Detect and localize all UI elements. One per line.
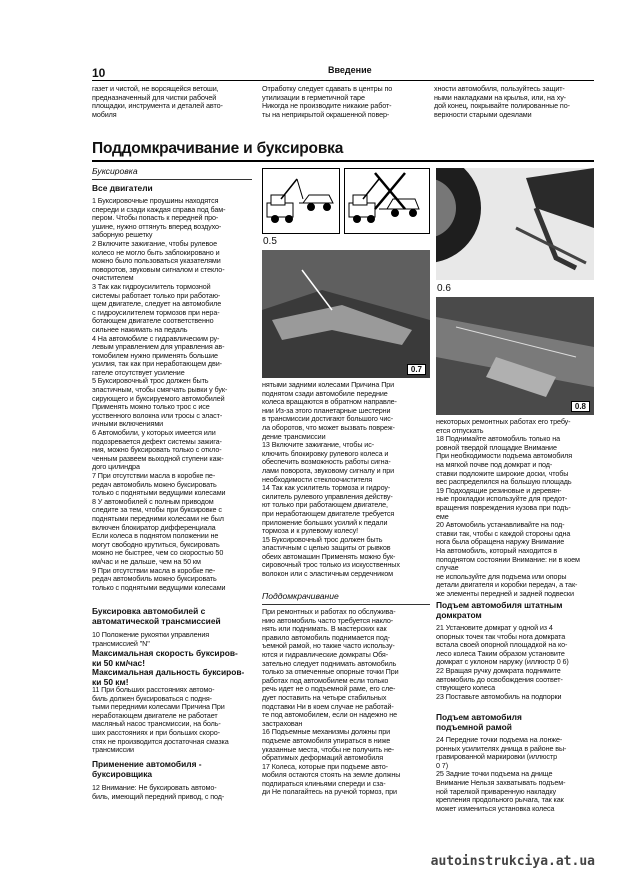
watermark-url: autoinstrukciya.at.ua bbox=[430, 854, 595, 869]
section-rule bbox=[92, 160, 594, 162]
auto-trans-heading: Буксировка автомобилей с автоматической трансмиссией bbox=[92, 606, 221, 626]
top-text-col3: хности автомобиля, пользуйтесь защит- ными накладками на крылья, или, на ху- дой конец, покрывайте полированные по- верхности старыми одеялами bbox=[434, 84, 570, 119]
subsection-rule-2 bbox=[262, 604, 430, 605]
all-engines-heading: Все двигатели bbox=[92, 183, 153, 193]
para-12: 12 Внимание: Не буксировать автомо- биль, имеющий передний привод, с под- bbox=[92, 783, 225, 801]
tow-truck-drawing bbox=[263, 169, 339, 233]
photo-jack-image bbox=[436, 168, 594, 280]
para-10: 10 Положение рукоятки управления трансмиссией "N" bbox=[92, 630, 210, 648]
towing-text: 1 Буксировочные проушины находятся спереди и сзади каждая справа под бам- пером. Чтобы попасть к передней про- ушине, нужно оттянуть вперед воздухо- заборную решетку 2 Включите зажигание, чтобы рулевое колесо не могло быть заблокировано и можно было пользоваться указателями поворотов, звуковым сигналом и стекло- очистителем 3 Так как гидроусилитель тормозной системы работает только при работаю- щем двигателе, следует на автомобиле с гидроусилителем тормозов при нера- ботающем двигателе соответственно сильнее нажимать на педаль 4 На автомобиле с гидравлическим ру- левым управлением для управления ав- томобилем нужно применять большие усилия, так как при неработающем дви- гателе отсутствует усиление 5 Буксировочный трос должен быть эластичным, чтобы смягчать рывки у бук- сирующего и буксируемого автомобилей Применять можно только трос с исе усственного волокна или тросы с эласт- ичными включениями 6 Автомобили, у которых имеется или подозревается дефект системы зажига- ния, можно буксировать только с откло- ченным развеем выходной ступени каж- дого цилиндра 7 При отсутствии масла в коробке пе- редач автомобиль можно буксировать только с поднятыми ведущими колесами 8 У автомобилей с полным приводом следите за тем, чтобы при буксировке с поднятыми передними колесами не был включен блокиратор дифференциала Если колеса в поднятом положении не могут свободно крутиться, буксировать можно не быстрее, чем со скоростью 50 км/час и не дальше, чем на 50 км 9 При отсутствии масла в коробке пе- редач автомобиль можно буксировать только с поднятыми ведущими колесами bbox=[92, 196, 228, 592]
para-11: 11 При больших расстояниях автомо- биль должен буксироваться с подня- тыми передними колесами Причина При неработающем двигателе не работает масляный насос трансмиссии, на боль- ших расстояниях и при больших скоро- стях не производится достаточная смазка трансмиссии bbox=[92, 685, 229, 755]
jacking-text-cont: некоторых ремонтных работах его требу- ется отпускать 18 Поднимайте автомобиль только на ровной твердой площадке Внимание При необходимости подъема автомобиля на мягкой почве под домкрат и под- ставки подложите широкие доски, чтобы вес распределился на большую площадь 19 Подходящие резиновые и деревян- ные прокладки используйте для предот- вращения повреждения кузова при подъ- еме 20 Автомобиль устанавливайте на под- ставки так, чтобы с каждой стороны одна нога была обращена наружу Внимание На автомобиль, который находится в поподнятом состоянии Внимание: ни в коем случае не используйте для подъема или опоры детали двигателя и коробки передач, а так- же элементы передней и задней подвески bbox=[436, 417, 580, 598]
standard-jack-heading: Подъем автомобиля штатным домкратом bbox=[436, 600, 563, 620]
header-rule bbox=[92, 80, 594, 81]
figure-label-07: 0.7 bbox=[407, 364, 426, 375]
figure-label-06: 0.6 bbox=[437, 283, 451, 294]
figure-label-08: 0.8 bbox=[571, 401, 590, 412]
subsection-towing: Буксировка bbox=[92, 166, 138, 176]
photo-rear-lift-point bbox=[436, 297, 594, 415]
figure-tow-correct bbox=[262, 168, 340, 234]
tow-truck-wrong-drawing bbox=[345, 169, 429, 233]
towing-text-cont: нятыми задними колесами Причина При поднятом сзади автомобиле передние колеса вращаются в обратном направле- нии Из-за этого планетарные шестерни в трансмиссии достигают большого чис- ла оборотов, что может вызвать повреж- дение трансмиссии 13 Включите зажигание, чтобы ис- ключить блокировку рулевого колеса и обеспечить возможность работы сигна- лами поворота, звуковому сигналу и при необходимости стеклоочистителя 14 Так как усилитель тормоза и гидроу- силитель рулевого управления действу- ют только при работающем двигателе, при неработающем двигателе требуется приложение больших усилий к педали тормоза и к рулевому колесу! 15 Буксировочный трос должен быть эластичным с целью защиты от рывков обеих автомашин Применять можно бук- сировочный трос только из искусственных волокон или с эластичным сердечником bbox=[262, 380, 400, 579]
lift-text: 24 Передние точки подъема на лонже- ронных усилителях днища в районе вы- гравированной маркировки (иллюстр 0 7) 25 Задние точки подъема на днище Внимание Нельзя захватывать подъем- ной тарелкой приваренную накладку крепления продольного рычага, так как может измениться установка колеса bbox=[436, 735, 567, 813]
photo-jack-wheel bbox=[436, 168, 594, 280]
lift-heading: Подъем автомобиля подъемной рамой bbox=[436, 712, 522, 732]
subsection-rule bbox=[92, 179, 252, 180]
figure-label-05: 0.5 bbox=[263, 236, 277, 247]
top-text-col1: газет и чистой, не ворсящейся ветоши, предназначенный для чистки рабочей площадки, инструмента и деталей авто- мобиля bbox=[92, 84, 223, 119]
top-text-col2: Отработку следует сдавать в центры по утилизации в герметичной таре Никогда не производите никакие работ- ты на неприкрытой окрашенной повер- bbox=[262, 84, 393, 119]
page-number: 10 bbox=[92, 66, 106, 80]
subsection-jacking: Поддомкрачивание bbox=[262, 591, 339, 601]
photo-underbody-image bbox=[262, 250, 430, 378]
section-title: Поддомкрачивание и буксировка bbox=[92, 140, 344, 157]
running-header: Введение bbox=[328, 65, 372, 75]
photo-front-lift-point bbox=[262, 250, 430, 378]
standard-jack-text: 21 Установите домкрат у одной из 4 опорных точек так чтобы нога домкрата встала своей опорной площадкой на ко- лесо колеса Таким образом установите домкрат с уклоном наружу (иллюстр 0 6) 22 Вращая ручку домкрата поднимите автомобиль до освобождения соответ- ствующего колеса 23 Поставьте автомобиль на подпорки bbox=[436, 623, 569, 701]
speed-limit-note: Максимальная скорость буксиров- ки 50 км/час! Максимальная дальность буксиров- ки 50 км! bbox=[92, 648, 245, 687]
tow-truck-heading: Применение автомобиля - буксировщика bbox=[92, 759, 202, 779]
figure-tow-wrong bbox=[344, 168, 430, 234]
photo-underbody-rear-image bbox=[436, 297, 594, 415]
jacking-text: При ремонтных и работах по обслужива- нию автомобиль часто требуется накло- нять или поднимать. В мастерских как правило автомобиль поднимается под- ъемной рамой, но также часто использу- ются и гидравлические домкраты Обя- зательно следует поднимать автомобиль только за отмеченные опорные точки При работах под автомобилем если только речь идет не о подъемной раме, его сле- дует поставить на четыре стабильных подставки Ни в коем случае не работай- те под автомобилем, если он надежно не застрахован 16 Подъемные механизмы должны при подъеме автомобиля упираться в ниже указанные места, чтобы не получить не- обратимых деформаций автомобиля 17 Колеса, которые при подъеме авто- мобиля остаются стоять на земле должны подпираться клиньями спереди и сза- ди Не полагайтесь на ручной тормоз, при bbox=[262, 607, 401, 797]
